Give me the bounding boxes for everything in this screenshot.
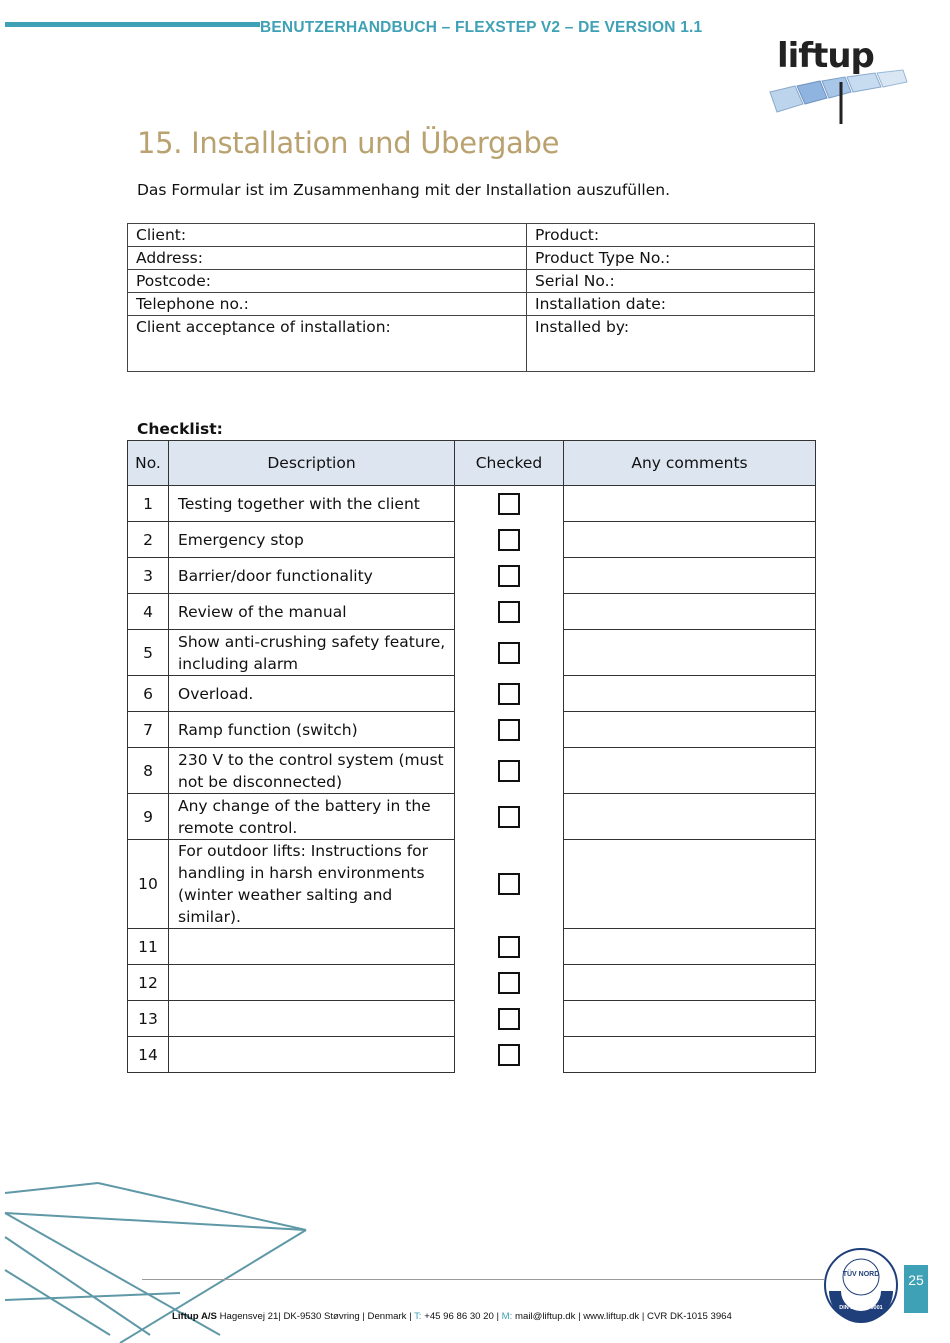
seal-top-text: TÜV NORD — [842, 1271, 880, 1278]
checklist-checked-cell — [455, 522, 564, 558]
checklist-row — [128, 558, 816, 594]
installed-by-field[interactable]: Installed by: — [527, 316, 815, 372]
page-number: 25 — [904, 1265, 928, 1313]
checkbox[interactable] — [498, 972, 520, 994]
checkbox[interactable] — [498, 1044, 520, 1066]
footer-phone: +45 96 86 30 20 | — [421, 1311, 502, 1322]
checklist-comment-cell[interactable] — [564, 1001, 816, 1037]
checklist-row-description — [169, 929, 455, 965]
footer-web: mail@liftup.dk | www.liftup.dk | CVR DK-1015 3964 — [512, 1311, 732, 1322]
form-row — [128, 270, 815, 293]
checklist-checked-cell — [455, 676, 564, 712]
footer-rule — [142, 1279, 824, 1280]
checklist-checked-cell — [455, 712, 564, 748]
seal-bottom-text: DIN EN ISO 9001 — [839, 1305, 883, 1311]
checklist-row — [128, 840, 816, 929]
checkbox[interactable] — [498, 760, 520, 782]
checklist-row-description: Emergency stop — [169, 522, 455, 558]
checklist-checked-cell — [455, 794, 564, 840]
checklist-row-description: Barrier/door functionality — [169, 558, 455, 594]
header-checked: Checked — [455, 441, 564, 486]
product-field[interactable]: Product: — [527, 224, 815, 247]
checklist-comment-cell[interactable] — [564, 748, 816, 794]
header-accent-bar — [5, 22, 260, 27]
section-intro: Das Formular ist im Zusammenhang mit der Installation auszufüllen. — [137, 181, 671, 199]
checklist-row-description — [169, 1001, 455, 1037]
checklist-row-number: 6 — [128, 676, 169, 712]
checklist-comment-cell[interactable] — [564, 558, 816, 594]
checkbox[interactable] — [498, 1008, 520, 1030]
checkbox[interactable] — [498, 719, 520, 741]
checklist-row-description: Overload. — [169, 676, 455, 712]
section-heading: 15. Installation und Übergabe — [137, 126, 560, 160]
checklist-table — [127, 440, 816, 1073]
checklist-comment-cell[interactable] — [564, 522, 816, 558]
checklist-checked-cell — [455, 594, 564, 630]
checklist-comment-cell[interactable] — [564, 840, 816, 929]
checklist-comment-cell[interactable] — [564, 965, 816, 1001]
checklist-row — [128, 522, 816, 558]
checklist-comment-cell[interactable] — [564, 1037, 816, 1073]
checklist-row-number: 14 — [128, 1037, 169, 1073]
footer-m-label: M: — [501, 1311, 513, 1322]
checklist-comment-cell[interactable] — [564, 794, 816, 840]
logo-wordmark: liftup — [777, 36, 874, 76]
document-header-title: BENUTZERHANDBUCH – FLEXSTEP V2 – DE VERSION 1.1 — [260, 19, 703, 36]
checkbox[interactable] — [498, 529, 520, 551]
checklist-row-number: 1 — [128, 486, 169, 522]
installation-date-field[interactable]: Installation date: — [527, 293, 815, 316]
checklist-checked-cell — [455, 1037, 564, 1073]
checklist-row — [128, 594, 816, 630]
checklist-checked-cell — [455, 630, 564, 676]
checklist-comment-cell[interactable] — [564, 929, 816, 965]
checklist-row-description — [169, 1037, 455, 1073]
footer-contact — [172, 1311, 732, 1322]
checklist-row — [128, 794, 816, 840]
checklist-row — [128, 1001, 816, 1037]
checklist-row — [128, 965, 816, 1001]
checklist-row — [128, 1037, 816, 1073]
checkbox[interactable] — [498, 601, 520, 623]
form-row — [128, 316, 815, 372]
checklist-row-number: 10 — [128, 840, 169, 929]
checklist-comment-cell[interactable] — [564, 594, 816, 630]
checkbox[interactable] — [498, 642, 520, 664]
serial-no-field[interactable]: Serial No.: — [527, 270, 815, 293]
checklist-checked-cell — [455, 1001, 564, 1037]
checklist-row — [128, 748, 816, 794]
checklist-row-description: Testing together with the client — [169, 486, 455, 522]
checklist-row-description: 230 V to the control system (must not be disconnected) — [169, 748, 455, 794]
form-row — [128, 293, 815, 316]
checklist-row-number: 5 — [128, 630, 169, 676]
checklist-row — [128, 676, 816, 712]
address-field[interactable]: Address: — [128, 247, 527, 270]
checklist-row-number: 11 — [128, 929, 169, 965]
checklist-checked-cell — [455, 929, 564, 965]
checklist-row-description: Any change of the battery in the remote control. — [169, 794, 455, 840]
checklist-row — [128, 486, 816, 522]
header-comments: Any comments — [564, 441, 816, 486]
checklist-comment-cell[interactable] — [564, 630, 816, 676]
checklist-comment-cell[interactable] — [564, 486, 816, 522]
footer-t-label: T: — [414, 1311, 422, 1322]
checklist-row-number: 2 — [128, 522, 169, 558]
form-row — [128, 247, 815, 270]
footer-address: Hagensvej 21| DK-9530 Støvring | Denmark | — [216, 1311, 415, 1322]
checklist-row — [128, 929, 816, 965]
tuv-certification-seal-icon — [823, 1247, 899, 1323]
checklist-row — [128, 630, 816, 676]
checklist-row-description: For outdoor lifts: Instructions for handling in harsh environments (winter weather salting and similar). — [169, 840, 455, 929]
checklist-checked-cell — [455, 558, 564, 594]
telephone-field[interactable]: Telephone no.: — [128, 293, 527, 316]
checklist-row-description: Review of the manual — [169, 594, 455, 630]
footer-company: Liftup A/S — [172, 1311, 217, 1322]
checklist-row-number: 13 — [128, 1001, 169, 1037]
checklist-checked-cell — [455, 486, 564, 522]
checklist-row-description: Ramp function (switch) — [169, 712, 455, 748]
checklist-row-description — [169, 965, 455, 1001]
checklist-row-number: 7 — [128, 712, 169, 748]
header-description: Description — [169, 441, 455, 486]
header-no: No. — [128, 441, 169, 486]
checkbox[interactable] — [498, 806, 520, 828]
checkbox[interactable] — [498, 493, 520, 515]
checkbox[interactable] — [498, 873, 520, 895]
client-acceptance-field[interactable]: Client acceptance of installation: — [128, 316, 527, 372]
checklist-body — [128, 486, 816, 1073]
product-type-field[interactable]: Product Type No.: — [527, 247, 815, 270]
checklist-header-row — [128, 441, 816, 486]
checkbox[interactable] — [498, 565, 520, 587]
postcode-field[interactable]: Postcode: — [128, 270, 527, 293]
checklist-label: Checklist: — [137, 420, 223, 438]
checklist-row — [128, 712, 816, 748]
checklist-row-number: 12 — [128, 965, 169, 1001]
checklist-checked-cell — [455, 748, 564, 794]
liftup-logo — [765, 36, 910, 130]
form-row — [128, 224, 815, 247]
checklist-row-description: Show anti-crushing safety feature, including alarm — [169, 630, 455, 676]
checklist-checked-cell — [455, 840, 564, 929]
checklist-comment-cell[interactable] — [564, 712, 816, 748]
installation-info-form — [127, 223, 815, 372]
checkbox[interactable] — [498, 936, 520, 958]
checkbox[interactable] — [498, 683, 520, 705]
checklist-row-number: 4 — [128, 594, 169, 630]
checklist-row-number: 9 — [128, 794, 169, 840]
checklist-checked-cell — [455, 965, 564, 1001]
checklist-comment-cell[interactable] — [564, 676, 816, 712]
checklist-row-number: 3 — [128, 558, 169, 594]
checklist-row-number: 8 — [128, 748, 169, 794]
client-field[interactable]: Client: — [128, 224, 527, 247]
